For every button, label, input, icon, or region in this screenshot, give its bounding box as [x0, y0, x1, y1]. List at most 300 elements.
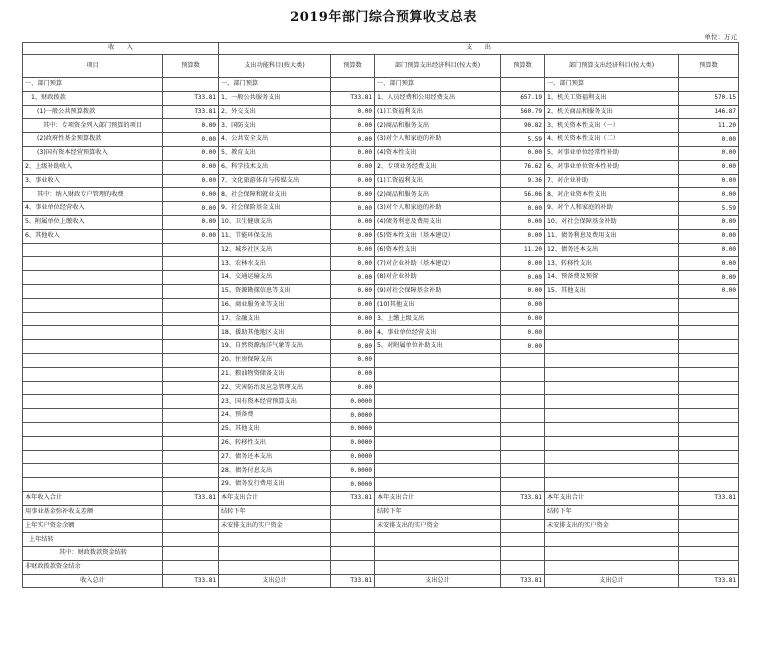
table-row	[23, 91, 739, 105]
table-cell: (3)国有资本经营预算收入	[23, 146, 163, 160]
table-cell: 17、金融支出	[219, 312, 331, 326]
table-row	[23, 478, 739, 492]
table-cell: 146.87	[679, 105, 739, 119]
table-cell	[163, 436, 219, 450]
table-cell: 0.00	[163, 188, 219, 202]
table-cell: 其中：纳入财政专户管理的收费	[23, 188, 163, 202]
table-cell: 结转下年	[219, 505, 331, 519]
column-header: 预算数	[501, 55, 545, 78]
table-cell: 6、对事业单位资本性补助	[545, 160, 679, 174]
table-row	[23, 78, 739, 92]
table-cell: 9.36	[501, 174, 545, 188]
table-cell: 8、社会保障和就业支出	[219, 188, 331, 202]
table-cell	[23, 422, 163, 436]
table-cell: (4)资本性支出	[375, 146, 501, 160]
table-cell	[545, 450, 679, 464]
table-cell	[23, 478, 163, 492]
table-cell	[23, 409, 163, 423]
table-cell: 3、国防支出	[219, 119, 331, 133]
table-cell	[163, 271, 219, 285]
table-cell: 24、预备费	[219, 409, 331, 423]
table-cell	[23, 340, 163, 354]
table-cell	[679, 533, 739, 547]
table-cell	[219, 547, 331, 561]
table-cell: 3、上缴上级支出	[375, 312, 501, 326]
table-cell: 非财政拨款资金结余	[23, 560, 163, 574]
table-cell	[501, 450, 545, 464]
table-cell	[501, 560, 545, 574]
table-cell	[375, 547, 501, 561]
table-cell: 29、债务发行费用支出	[219, 478, 331, 492]
table-cell	[163, 312, 219, 326]
table-cell: 本年收入合计	[23, 491, 163, 505]
table-cell	[163, 533, 219, 547]
table-cell	[23, 243, 163, 257]
page-title: 2019年部门综合预算收支总表	[290, 10, 477, 25]
table-cell	[23, 464, 163, 478]
table-row	[23, 312, 739, 326]
table-cell	[23, 312, 163, 326]
table-cell: 0.00	[331, 133, 375, 147]
header-row-sections	[23, 43, 739, 55]
table-cell	[679, 519, 739, 533]
budget-table	[22, 42, 739, 588]
table-cell: (10)其他支出	[375, 298, 501, 312]
table-row	[23, 298, 739, 312]
table-cell: 27、债务还本支出	[219, 450, 331, 464]
table-row	[23, 367, 739, 381]
table-cell: T33.81	[679, 574, 739, 588]
table-cell: 6、其他收入	[23, 229, 163, 243]
table-cell: (6)资本性支出	[375, 243, 501, 257]
table-cell	[375, 464, 501, 478]
table-cell	[23, 257, 163, 271]
table-cell: 0.0000	[331, 478, 375, 492]
table-cell	[679, 340, 739, 354]
table-cell	[163, 243, 219, 257]
table-cell: (1)工资福利支出	[375, 105, 501, 119]
table-cell	[23, 271, 163, 285]
table-cell: 本年支出合计	[545, 491, 679, 505]
table-row	[23, 464, 739, 478]
table-cell	[679, 395, 739, 409]
table-cell: 12、城乡社区支出	[219, 243, 331, 257]
table-cell	[375, 367, 501, 381]
table-cell	[545, 422, 679, 436]
table-cell: 4、公共安全支出	[219, 133, 331, 147]
table-cell: 0.00	[331, 174, 375, 188]
table-cell	[679, 478, 739, 492]
table-cell: 8、对企业资本性支出	[545, 188, 679, 202]
table-cell: 11、债务利息及费用支出	[545, 229, 679, 243]
table-cell: 570.15	[679, 91, 739, 105]
table-cell	[679, 367, 739, 381]
table-cell	[501, 409, 545, 423]
table-cell: 0.00	[679, 243, 739, 257]
table-cell	[163, 422, 219, 436]
table-row	[23, 146, 739, 160]
table-cell: 5.59	[679, 202, 739, 216]
table-row	[23, 505, 739, 519]
table-cell	[679, 298, 739, 312]
table-cell	[23, 381, 163, 395]
table-cell	[331, 547, 375, 561]
table-cell	[545, 353, 679, 367]
table-cell: 11.20	[679, 119, 739, 133]
table-cell	[545, 464, 679, 478]
table-cell: 其中：专项资金列入部门预算的项目	[23, 119, 163, 133]
table-cell	[679, 353, 739, 367]
table-cell: 支出总计	[219, 574, 331, 588]
column-header: 支出功能科目(按大类)	[219, 55, 331, 78]
table-cell: 一、部门预算	[545, 78, 679, 92]
table-row	[23, 202, 739, 216]
table-cell	[163, 519, 219, 533]
table-cell: 9、社会保险基金支出	[219, 202, 331, 216]
table-cell: 0.00	[331, 105, 375, 119]
table-cell: 0.00	[501, 340, 545, 354]
table-cell: 16、商业服务业等支出	[219, 298, 331, 312]
table-cell: 6、科学技术支出	[219, 160, 331, 174]
table-cell: 0.0000	[331, 395, 375, 409]
table-cell: 76.62	[501, 160, 545, 174]
table-cell: 5、教育支出	[219, 146, 331, 160]
table-cell: 5、对附属单位补助支出	[375, 340, 501, 354]
table-row	[23, 353, 739, 367]
table-cell	[163, 353, 219, 367]
table-cell: 23、国有资本经营预算支出	[219, 395, 331, 409]
table-cell	[163, 367, 219, 381]
table-cell: 0.00	[163, 215, 219, 229]
table-cell: 90.82	[501, 119, 545, 133]
table-cell: 0.00	[331, 271, 375, 285]
table-cell: (7)对企业补助（基本建设）	[375, 257, 501, 271]
table-cell	[375, 395, 501, 409]
table-cell	[501, 353, 545, 367]
table-cell: 0.00	[679, 229, 739, 243]
table-cell	[501, 519, 545, 533]
table-cell	[163, 547, 219, 561]
table-cell	[545, 326, 679, 340]
table-cell	[545, 340, 679, 354]
table-cell: 0.00	[331, 312, 375, 326]
table-cell: T33.81	[163, 105, 219, 119]
table-cell: 本年支出合计	[375, 491, 501, 505]
table-cell	[545, 533, 679, 547]
table-cell	[545, 367, 679, 381]
table-cell	[23, 298, 163, 312]
table-cell: 11、节能环保支出	[219, 229, 331, 243]
table-cell: 结转下年	[545, 505, 679, 519]
table-cell	[679, 312, 739, 326]
table-cell	[375, 533, 501, 547]
table-cell	[501, 422, 545, 436]
table-row	[23, 340, 739, 354]
header-row-columns	[23, 55, 739, 78]
table-cell	[163, 409, 219, 423]
table-row	[23, 284, 739, 298]
table-cell: 19、自然资源海洋气象等支出	[219, 340, 331, 354]
table-cell: 4、事业单位经营支出	[375, 326, 501, 340]
table-cell	[501, 464, 545, 478]
table-cell	[375, 381, 501, 395]
table-cell: (8)对企业补助	[375, 271, 501, 285]
table-cell: 0.00	[679, 284, 739, 298]
table-cell: 5、对事业单位经常性补助	[545, 146, 679, 160]
table-cell	[163, 340, 219, 354]
table-row	[23, 188, 739, 202]
table-cell: 0.00	[163, 202, 219, 216]
table-cell: 12、债务还本支出	[545, 243, 679, 257]
table-cell	[545, 395, 679, 409]
table-cell: 0.00	[331, 215, 375, 229]
table-cell: 2、机关商品和服务支出	[545, 105, 679, 119]
table-cell: (5)资本性支出（基本建设）	[375, 229, 501, 243]
table-cell: 0.00	[501, 284, 545, 298]
table-cell	[375, 409, 501, 423]
table-cell: 0.00	[679, 271, 739, 285]
table-cell: 未安排支出的实户资金	[375, 519, 501, 533]
table-cell: 0.00	[501, 146, 545, 160]
table-cell: 0.0000	[331, 464, 375, 478]
table-cell	[679, 464, 739, 478]
table-cell: (2)商品和服务支出	[375, 119, 501, 133]
table-cell: 0.00	[501, 202, 545, 216]
table-cell: (1)工资福利支出	[375, 174, 501, 188]
table-cell	[219, 560, 331, 574]
table-cell: 5.59	[501, 133, 545, 147]
table-cell	[545, 298, 679, 312]
table-cell: 657.19	[501, 91, 545, 105]
table-cell: (3)对个人和家庭的补助	[375, 202, 501, 216]
table-cell	[501, 436, 545, 450]
table-cell: (9)对社会保障基金补助	[375, 284, 501, 298]
table-cell: 21、粮油物资储备支出	[219, 367, 331, 381]
table-cell: 560.79	[501, 105, 545, 119]
table-cell: 28、债务付息支出	[219, 464, 331, 478]
table-row	[23, 574, 739, 588]
table-cell: 14、交通运输支出	[219, 271, 331, 285]
table-cell: 5、附属单位上缴收入	[23, 215, 163, 229]
table-cell	[679, 505, 739, 519]
table-cell	[679, 450, 739, 464]
table-cell: 一、部门预算	[23, 78, 163, 92]
table-cell: 7、对企业补助	[545, 174, 679, 188]
table-cell	[501, 547, 545, 561]
table-cell: 26、转移性支出	[219, 436, 331, 450]
table-row	[23, 243, 739, 257]
table-row	[23, 409, 739, 423]
table-cell: 1、一般公共服务支出	[219, 91, 331, 105]
table-cell: 支出总计	[545, 574, 679, 588]
table-cell	[501, 395, 545, 409]
table-cell: 2、外交支出	[219, 105, 331, 119]
table-cell: (4)债务利息及费用支出	[375, 215, 501, 229]
table-cell: 7、文化旅游体育与传媒支出	[219, 174, 331, 188]
table-row	[23, 560, 739, 574]
table-cell: 上年实户资金余额	[23, 519, 163, 533]
table-row	[23, 519, 739, 533]
table-cell: T33.81	[331, 574, 375, 588]
table-cell: 0.00	[331, 353, 375, 367]
table-cell: 0.00	[163, 174, 219, 188]
table-cell: 4、事业单位经营收入	[23, 202, 163, 216]
table-cell	[23, 395, 163, 409]
table-cell	[679, 409, 739, 423]
table-cell: 25、其他支出	[219, 422, 331, 436]
table-body	[23, 78, 739, 588]
table-cell: 0.00	[163, 146, 219, 160]
table-cell: 未安排支出的实户资金	[219, 519, 331, 533]
table-cell	[375, 560, 501, 574]
table-cell	[679, 560, 739, 574]
table-cell	[679, 78, 739, 92]
table-cell	[545, 436, 679, 450]
table-cell: T33.81	[163, 574, 219, 588]
table-cell	[163, 478, 219, 492]
unit-label: 单位：万元	[704, 33, 737, 41]
table-cell: 2、上级补助收入	[23, 160, 163, 174]
table-cell: 0.00	[501, 312, 545, 326]
table-cell: 0.0000	[331, 450, 375, 464]
table-cell	[163, 505, 219, 519]
table-cell	[501, 505, 545, 519]
table-cell	[501, 367, 545, 381]
table-cell	[501, 533, 545, 547]
table-cell	[501, 478, 545, 492]
table-cell: 1、机关工资福利支出	[545, 91, 679, 105]
table-cell: 0.00	[331, 284, 375, 298]
table-cell: 56.06	[501, 188, 545, 202]
table-cell	[163, 257, 219, 271]
table-cell	[163, 78, 219, 92]
table-cell: 4、机关资本性支出（二）	[545, 133, 679, 147]
table-cell: (1)一般公共预算拨款	[23, 105, 163, 119]
table-cell: (3)对个人和家庭的补助	[375, 133, 501, 147]
table-cell: 0.00	[331, 367, 375, 381]
column-header: 预算数	[163, 55, 219, 78]
table-cell	[23, 436, 163, 450]
table-cell: 0.00	[331, 188, 375, 202]
table-cell: 18、援助其他地区支出	[219, 326, 331, 340]
table-cell: 0.00	[679, 133, 739, 147]
expense-header: 支 出	[219, 43, 739, 55]
column-header: 项目	[23, 55, 163, 78]
table-cell: 未安排支出的实户资金	[545, 519, 679, 533]
table-cell: 13、农林水支出	[219, 257, 331, 271]
table-cell: 0.00	[331, 381, 375, 395]
table-cell: 0.00	[331, 146, 375, 160]
table-row	[23, 160, 739, 174]
table-cell	[23, 284, 163, 298]
table-cell	[545, 560, 679, 574]
table-cell: 1、财政拨款	[23, 91, 163, 105]
table-cell: 3、机关资本性支出（一）	[545, 119, 679, 133]
table-cell: 0.00	[501, 298, 545, 312]
table-cell: 上年结转	[23, 533, 163, 547]
table-row	[23, 257, 739, 271]
table-cell: 0.00	[501, 257, 545, 271]
table-cell	[163, 381, 219, 395]
table-cell: 0.00	[331, 202, 375, 216]
table-row	[23, 229, 739, 243]
table-cell: 收入总计	[23, 574, 163, 588]
table-row	[23, 105, 739, 119]
table-cell	[331, 505, 375, 519]
column-header: 部门预算支出经济科目(按大类)	[375, 55, 501, 78]
table-cell: 0.00	[679, 257, 739, 271]
table-cell: 结转下年	[375, 505, 501, 519]
table-cell	[545, 312, 679, 326]
table-cell	[163, 450, 219, 464]
table-row	[23, 119, 739, 133]
table-cell: 0.00	[163, 229, 219, 243]
table-cell: 0.00	[163, 119, 219, 133]
table-cell: 0.00	[331, 229, 375, 243]
table-cell: 2、专项业务经费支出	[375, 160, 501, 174]
table-row	[23, 395, 739, 409]
column-header: 预算数	[679, 55, 739, 78]
table-cell	[331, 533, 375, 547]
table-row	[23, 271, 739, 285]
table-cell: (2)政府性基金预算拨款	[23, 133, 163, 147]
table-cell: 其中：财政拨款资金结转	[23, 547, 163, 561]
table-cell: T33.81	[501, 574, 545, 588]
table-cell: 0.00	[501, 326, 545, 340]
table-cell: 20、住房保障支出	[219, 353, 331, 367]
table-cell: 0.00	[163, 133, 219, 147]
table-cell: 0.00	[331, 298, 375, 312]
table-row	[23, 436, 739, 450]
table-cell	[679, 436, 739, 450]
column-header: 预算数	[331, 55, 375, 78]
table-row	[23, 547, 739, 561]
table-cell	[23, 450, 163, 464]
table-cell: 0.00	[501, 229, 545, 243]
table-cell: 0.00	[331, 119, 375, 133]
table-cell	[545, 547, 679, 561]
table-cell	[375, 478, 501, 492]
table-cell: 1、人员经费和公用经费支出	[375, 91, 501, 105]
table-cell: T33.81	[501, 491, 545, 505]
table-row	[23, 381, 739, 395]
table-cell: 0.00	[679, 188, 739, 202]
table-cell: 一、部门预算	[219, 78, 331, 92]
table-cell	[163, 560, 219, 574]
table-cell: T33.81	[679, 491, 739, 505]
table-cell: 一、部门预算	[375, 78, 501, 92]
table-cell: 11.20	[501, 243, 545, 257]
table-cell	[679, 547, 739, 561]
table-row	[23, 491, 739, 505]
table-cell	[163, 464, 219, 478]
table-cell	[23, 326, 163, 340]
table-cell	[163, 298, 219, 312]
table-cell	[163, 395, 219, 409]
table-row	[23, 174, 739, 188]
table-cell	[375, 436, 501, 450]
table-cell	[679, 422, 739, 436]
table-cell: 0.00	[679, 174, 739, 188]
income-header: 收 入	[23, 43, 219, 55]
table-cell: T33.81	[331, 491, 375, 505]
table-cell	[501, 78, 545, 92]
table-cell: 0.00	[331, 243, 375, 257]
table-row	[23, 422, 739, 436]
table-cell: 0.00	[331, 257, 375, 271]
table-cell: 14、预备费及预留	[545, 271, 679, 285]
table-cell: 0.0000	[331, 409, 375, 423]
